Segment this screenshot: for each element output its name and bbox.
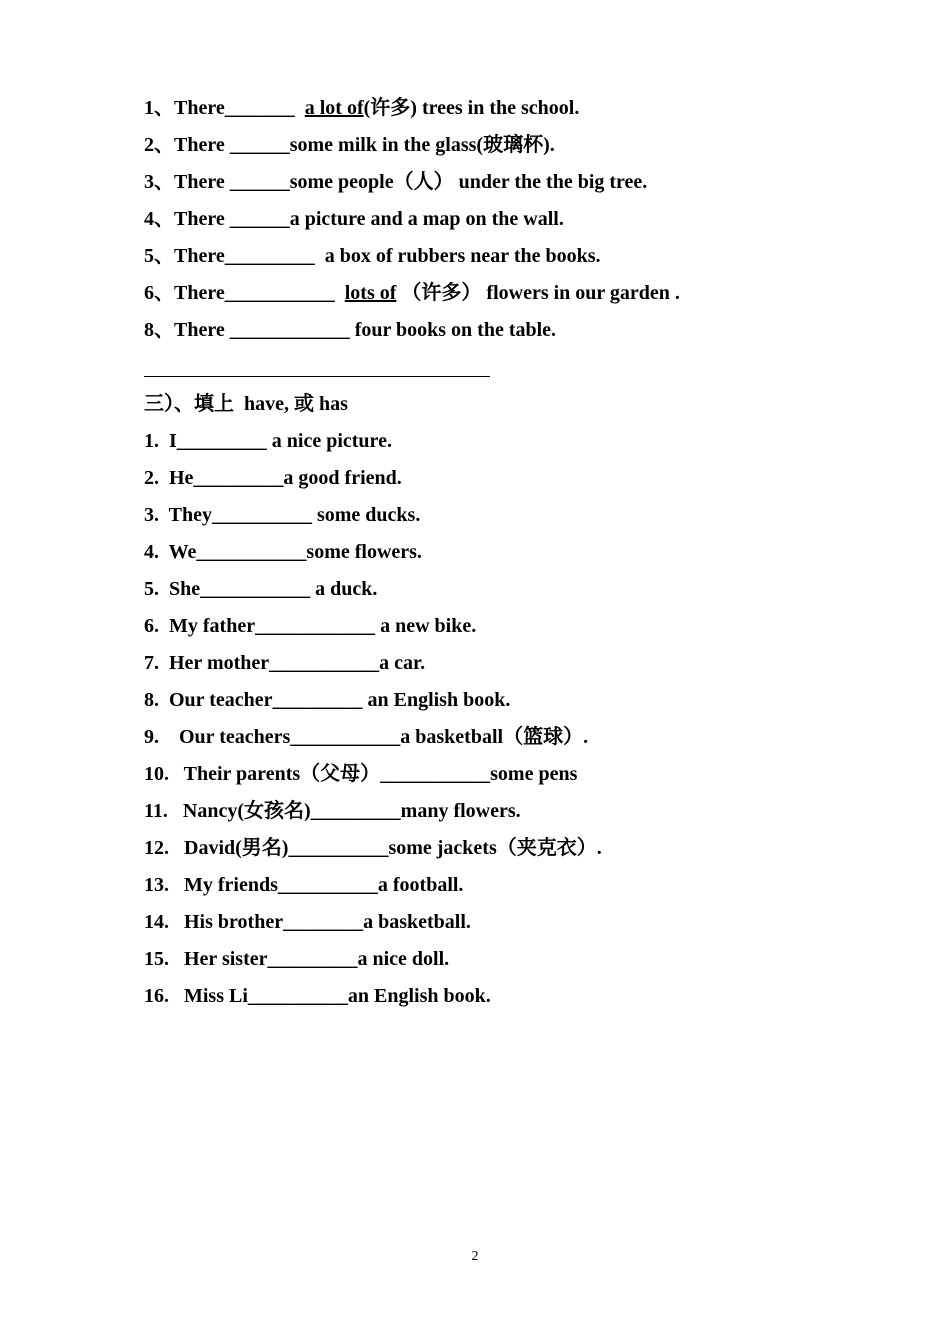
exercise-line-5: 5、There_________ a box of rubbers near the books. [144,245,601,267]
have-has-item-14: 14. His brother________a basketball. [144,911,471,933]
have-has-item-5: 5. She___________ a duck. [144,578,378,600]
underlined-phrase: lots of [344,282,397,304]
exercise-line-1-end: (许多) trees in the school. [363,97,580,119]
page-number: 2 [471,1249,479,1264]
have-has-item-12: 12. David(男名)__________some jackets（夹克衣）. [144,837,602,859]
exercise-line-2: 2、There ______some milk in the glass(玻璃杯). [144,134,555,156]
have-has-item-16: 16. Miss Li__________an English book. [144,985,491,1007]
section-divider [144,376,490,377]
exercise-line-4: 4、There ______a picture and a map on the wall. [144,208,564,230]
have-has-item-15: 15. Her sister_________a nice doll. [144,948,450,970]
have-has-item-11: 11. Nancy(女孩名)_________many flowers. [144,800,521,822]
have-has-item-8: 8. Our teacher_________ an English book. [144,689,511,711]
underlined-phrase: a lot of [304,97,364,119]
have-has-item-9: 9. Our teachers___________a basketball（篮球）. [144,726,589,748]
have-has-item-13: 13. My friends__________a football. [144,874,464,896]
have-has-item-3: 3. They__________ some ducks. [144,504,421,526]
exercise-line-6 [144,281,680,305]
section-heading: 三）、填上 have, 或 has [144,393,348,415]
have-has-item-1: 1. I_________ a nice picture. [144,430,392,452]
have-has-item-6: 6. My father____________ a new bike. [144,615,477,637]
have-has-item-10: 10. Their parents（父母）___________some pens [144,763,578,785]
have-has-item-4: 4. We___________some flowers. [144,541,422,563]
have-has-item-7: 7. Her mother___________a car. [144,652,426,674]
exercise-line-3: 3、There ______some people（人） under the the big tree. [144,171,648,193]
exercise-line-8: 8、There ____________ four books on the table. [144,319,557,341]
exercise-line-6-start: 6、There___________ [144,282,345,304]
exercise-line-1 [144,96,579,120]
exercise-line-1-start: 1、There_______ [144,97,305,119]
exercise-line-6-end: （许多） flowers in our garden . [396,282,680,304]
have-has-item-2: 2. He_________a good friend. [144,467,402,489]
